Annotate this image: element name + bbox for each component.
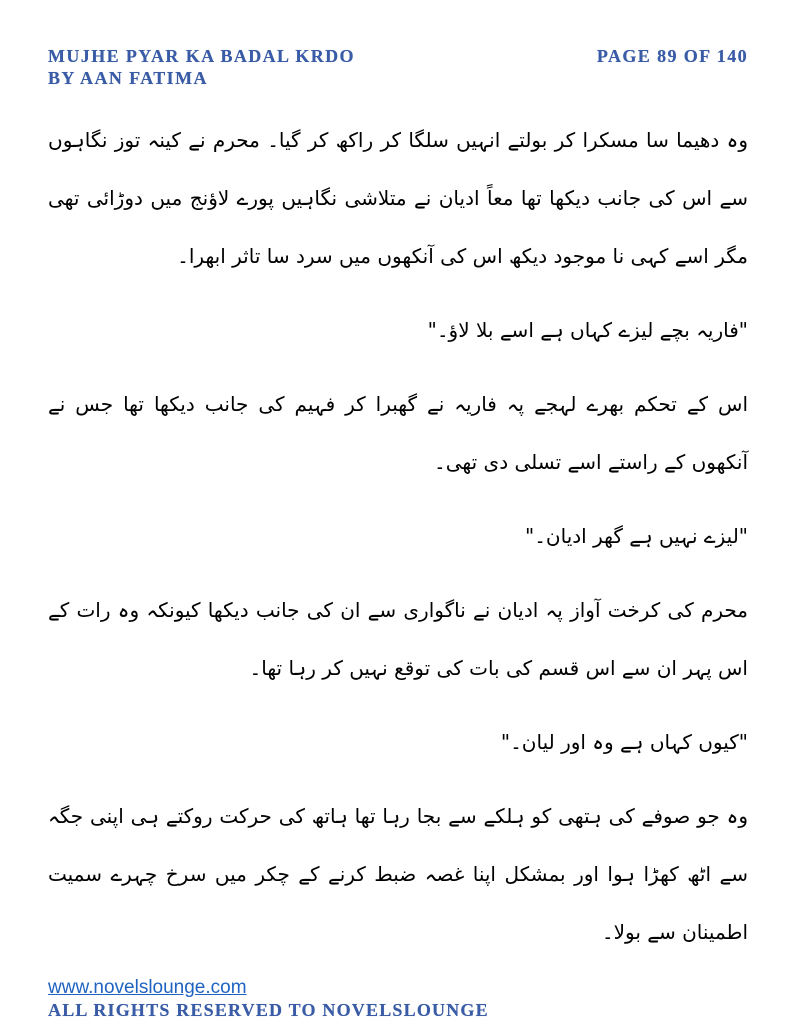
- urdu-paragraph: اس کے تحکم بھرے لہجے پہ فاریہ نے گھبرا کر فہیم کی جانب دیکھا تھا جس نے آنکھوں کے راستے اسے تسلی دی تھی۔: [48, 392, 748, 474]
- urdu-dialogue-line: "لیزے نہیں ہے گھر ادیان۔": [525, 524, 748, 548]
- rights-notice: ALL RIGHTS RESERVED TO NOVELSLOUNGE: [48, 1000, 489, 1020]
- website-link[interactable]: www.novelslounge.com: [48, 977, 247, 998]
- page-footer: [48, 977, 748, 1022]
- urdu-dialogue-line: "فاریہ بچے لیزے کہاں ہے اسے بلا لاؤ۔": [427, 318, 748, 342]
- novel-text: [48, 111, 748, 977]
- page-number: PAGE 89 OF 140: [596, 46, 748, 66]
- urdu-paragraph: محرم کی کرخت آواز پہ ادیان نے ناگواری سے ان کی جانب دیکھا کیونکہ وہ رات کے اس پہر ان سے اس قسم کی بات کی توقع نہیں کر رہا تھا۔: [48, 598, 748, 680]
- urdu-paragraph: وہ دھیما سا مسکرا کر بولتے انہیں سلگا کر راکھ کر گیا۔ محرم نے کینہ توز نگاہوں سے اس کی جانب دیکھا تھا معاً ادیان نے متلاشی نگاہیں پورے لاؤنج میں دوڑائی تھی مگر اسے کہی نا موجود دیکھ اس کی آنکھوں میں سرد سا تاثر ابھرا۔: [48, 128, 748, 268]
- author-byline: BY AAN FATIMA: [48, 68, 208, 88]
- urdu-dialogue-line: "کیوں کہاں ہے وہ اور لیان۔": [500, 730, 748, 754]
- urdu-paragraph: وہ جو صوفے کی ہتھی کو ہلکے سے بجا رہا تھا ہاتھ کی حرکت روکتے ہی اپنی جگہ سے اٹھ کھڑا ہوا اور بمشکل اپنا غصہ ضبط کرنے کے چکر میں سرخ چہرے سمیت اطمینان سے بولا۔: [48, 804, 748, 944]
- novel-title: MUJHE PYAR KA BADAL KRDO: [48, 46, 355, 66]
- page-header: [48, 45, 748, 89]
- title-block: [48, 45, 355, 89]
